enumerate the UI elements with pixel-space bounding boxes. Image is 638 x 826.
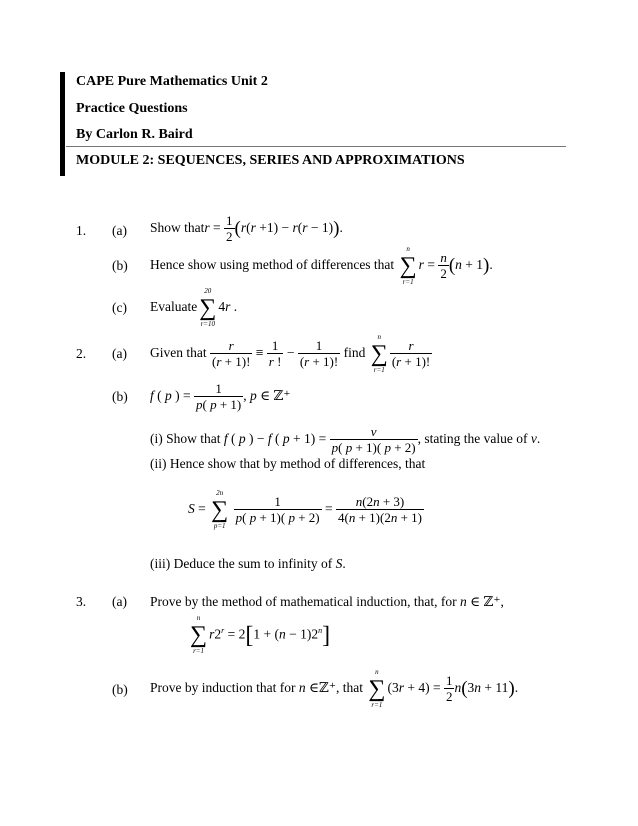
q2-number: 2. xyxy=(76,346,87,361)
q2b-part-ii: (ii) Hence show that by method of differences, that xyxy=(150,456,426,471)
q1c-text: Evaluate xyxy=(150,299,198,314)
q1-number: 1. xyxy=(76,223,87,238)
q3a-formula: n ∑ r=1 $r2^r = 2[1 + (n - 1)2^n]$ xyxy=(190,614,331,656)
q3b-fraction: $\frac{1}{2}$ xyxy=(445,673,453,705)
q2b-label: (b) xyxy=(112,389,128,404)
q2b-fraction: $\frac{1}{p( p + 1)}$ xyxy=(196,381,242,413)
q1c-statement: Evaluate 20 ∑ r=10 4r . xyxy=(150,286,238,328)
q3a-text: Prove by the method of mathematical induction, that, for xyxy=(150,594,457,609)
q2b-iii-text: (iii) Deduce the sum to infinity of xyxy=(150,556,333,571)
q2b-i-tail: , stating the value of xyxy=(417,431,528,446)
q1c-label: (c) xyxy=(112,300,127,315)
q2b-i-text: (i) Show that xyxy=(150,431,221,446)
q2a-fraction-lhs: $\frac{r}{(r + 1)!}$ xyxy=(212,338,251,370)
document-subtitle: Practice Questions xyxy=(76,101,188,116)
sigma-icon: n ∑ r=1 xyxy=(370,332,388,374)
q2a-fraction-2: $\frac{1}{(r + 1)!}$ xyxy=(299,338,339,370)
sigma-icon: n ∑ r=1 xyxy=(190,614,208,656)
document-author: By Carlon R. Baird xyxy=(76,127,193,142)
header-left-bar xyxy=(60,72,65,176)
q3b-statement: Prove by induction that for n ∈ℤ⁺, that n ∑ r=1 (3r + 4) = $\frac{1}{2}$ n(3n + 11). xyxy=(150,667,519,709)
sigma-icon: 2n ∑ p=1 xyxy=(211,488,229,530)
q3b-that: , that xyxy=(335,680,363,695)
q2b-ii-fraction-1: $\frac{1}{p( p + 1)( p + 2)}$ xyxy=(235,494,320,526)
q2b-i-fraction: $\frac{v}{p( p + 1)( p + 2)}$ xyxy=(331,424,416,456)
q2a-find: find xyxy=(343,345,366,360)
q3b-text: Prove by induction that for xyxy=(150,680,296,695)
q2b-ii-fraction-2: $\frac{n(2n + 3)}{4(n + 1)(2n + 1)}$ xyxy=(338,494,423,526)
q2a-statement: Given that $\frac{r}{(r + 1)!}$ ≡ $\frac{1}{r !}$ − $\frac{1}{(r + 1)!}$ find n ∑ r=1 $\frac{r}{(r + 1)!}$ xyxy=(150,332,431,374)
header-rule xyxy=(66,146,566,147)
sigma-icon: n ∑ r=1 xyxy=(399,244,417,286)
q1a-label: (a) xyxy=(112,223,127,238)
q3-number: 3. xyxy=(76,594,87,609)
q1b-statement: Hence show using method of differences that n ∑ r=1 r = $\frac{n}{2}$ (n + 1). xyxy=(150,244,493,286)
q2a-fraction-sum: $\frac{r}{(r + 1)!}$ xyxy=(391,338,431,370)
q2b-sum-formula: S = 2n ∑ p=1 $\frac{1}{p( p + 1)( p + 2)}$ = $\frac{n(2n + 3)}{4(n + 1)(2n + 1)}$ xyxy=(188,488,423,530)
q1b-fraction: $\frac{n}{2}$ xyxy=(440,250,447,282)
module-title: MODULE 2: SEQUENCES, SERIES AND APPROXIMATIONS xyxy=(76,153,465,168)
sigma-icon: n ∑ r=1 xyxy=(368,667,386,709)
q3a-statement: Prove by the method of mathematical induction, that, for n ∈ ℤ⁺, xyxy=(150,594,504,609)
q1a-statement: Show thatr = $\frac{1}{2}$ (r(r +1) − r(r − 1)). xyxy=(150,213,343,245)
q2a-fraction-1: $\frac{1}{r !}$ xyxy=(268,338,282,370)
q1b-label: (b) xyxy=(112,258,128,273)
q2a-label: (a) xyxy=(112,346,127,361)
q1a-fraction: $\frac{1}{2}$ xyxy=(226,213,233,245)
q3b-label: (b) xyxy=(112,682,128,697)
sigma-icon: 20 ∑ r=10 xyxy=(199,286,217,328)
q2a-text: Given that xyxy=(150,345,207,360)
document-title: CAPE Pure Mathematics Unit 2 xyxy=(76,74,268,89)
q2b-part-iii: (iii) Deduce the sum to infinity of S. xyxy=(150,556,346,571)
q1a-text: Show that xyxy=(150,220,205,235)
q2b-part-i: (i) Show that f ( p ) − f ( p + 1) = $\frac{v}{p( p + 1)( p + 2)}$ , stating the value of v. xyxy=(150,424,541,456)
q1b-text: Hence show using method of differences that xyxy=(150,257,395,272)
q2b-function: f ( p ) = $\frac{1}{p( p + 1)}$ , p ∈ ℤ⁺ xyxy=(150,381,291,413)
q3a-label: (a) xyxy=(112,594,127,609)
